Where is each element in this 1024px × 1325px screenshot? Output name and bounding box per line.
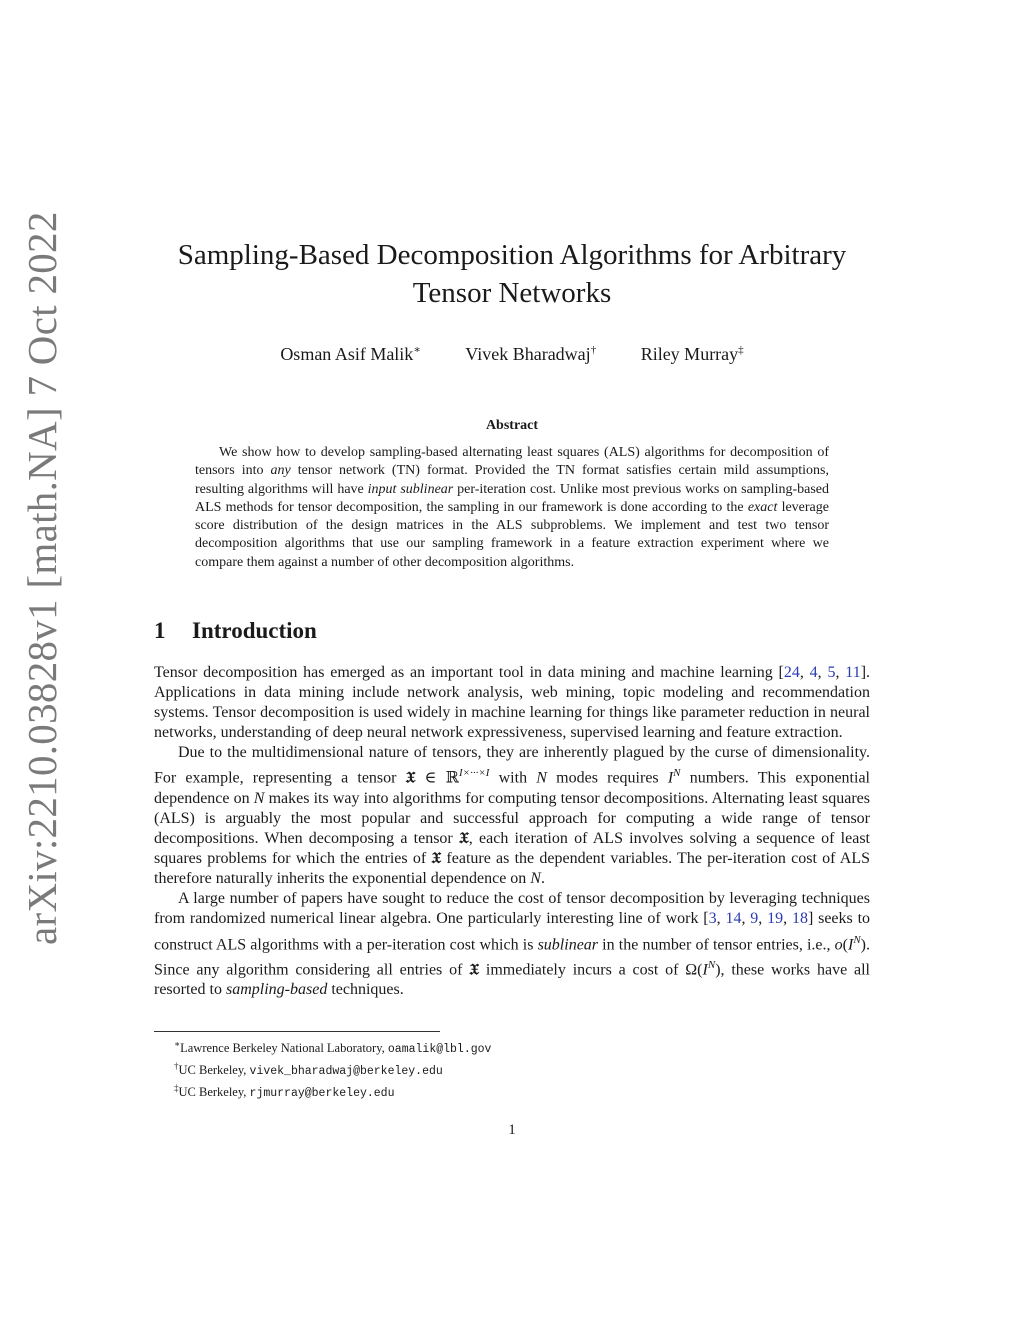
paragraph-1: Tensor decomposition has emerged as an important tool in data mining and machine learning [24, 4, 5, 11]. Applications in data mining include network analysis, web mining, topic modeling and recommendation systems. Tensor decomposition is used widely in machine learning for things like parameter reduction in neural networks, understanding of deep neural network expressiveness, supervised learning and feature extraction. — [154, 664, 871, 742]
author-1: Osman Asif Malik∗ — [280, 344, 421, 364]
affiliation-mark: ∗ — [413, 344, 421, 356]
citation-link[interactable]: 4 — [809, 664, 818, 681]
citation-link[interactable]: 5 — [827, 664, 836, 681]
footnote-2: †UC Berkeley, vivek_bharadwaj@berkeley.edu — [174, 1061, 443, 1078]
author-list — [150, 338, 874, 366]
footnotes — [154, 1036, 754, 1102]
email-link[interactable]: rjmurray@berkeley.edu — [249, 1087, 395, 1100]
author-2: Vivek Bharadwaj† — [465, 344, 597, 364]
page-number: 1 — [508, 1122, 516, 1138]
citation-link[interactable]: 14 — [725, 910, 742, 928]
abstract-text: We show how to develop sampling-based alternating least squares (ALS) algorithms for decomposition of tensors into any tensor network (TN) format. Provided the TN format satisfies certain mild assumptions, resulting algorithms will have input sublinear per-iteration cost. Unlike most previous works on sampling-based ALS methods for tensor decomposition, the sampling in our framework is done according to the exact leverage score distribution of the design matrices in the ALS subproblems. We implement and test two tensor decomposition algorithms that use our sampling framework in a feature extraction experiment where we compare them against a number of other decomposition algorithms. — [195, 445, 830, 570]
footnote-1: ∗Lawrence Berkeley National Laboratory, oamalik@lbl.gov — [174, 1039, 492, 1056]
citation-link[interactable]: 3 — [708, 910, 717, 928]
abstract-heading: Abstract — [485, 418, 539, 433]
affiliation-mark: † — [590, 344, 597, 356]
paragraph-3: A large number of papers have sought to reduce the cost of tensor decomposition by leveraging techniques from randomized numerical linear algebra. One particularly interesting line of work [3, 14, 9, 19, 18] seeks to construct ALS algorithms with a per-iteration cost which is sublinear in the number of tensor entries, i.e., $o(I^N)$. Since any algorithm considering all entries of 𝔛 immediately incurs a cost of $\Omega(I^N)$, these works have all resorted to sampling-based techniques. — [154, 890, 871, 999]
email-link[interactable]: oamalik@lbl.gov — [387, 1043, 492, 1056]
citation-link[interactable]: 24 — [783, 664, 800, 681]
title-line-2: Tensor Networks — [412, 277, 612, 309]
paper-title — [150, 236, 874, 312]
paragraph-2: Due to the multidimensional nature of tensors, they are inherently plagued by the curse of dimensionality. For example, representing a tensor 𝔛 ∈ ℝ$^{I\times\cdot\cdot\cdot\times I}$ with N modes requires $I^N$ numbers. This exponential dependence on N makes its way into algorithms for computing tensor decompositions. Alternating least squares (ALS) is arguably the most popular and successful approach for computing a wide range of tensor decompositions. When decomposing a tensor 𝔛, each iteration of ALS involves solving a sequence of least squares problems for which the entries of 𝔛 feature as the dependent variables. The per-iteration cost of ALS therefore naturally inherits the exponential dependence on N. — [154, 744, 871, 888]
citation-link[interactable]: 11 — [845, 664, 861, 681]
footnote-rule — [154, 1031, 440, 1032]
footnote-3: ‡UC Berkeley, rjmurray@berkeley.edu — [174, 1083, 395, 1100]
section-heading-introduction: 1 Introduction — [154, 618, 317, 643]
citation-link[interactable]: 19 — [767, 910, 784, 928]
author-3: Riley Murray‡ — [640, 344, 744, 364]
arxiv-stamp: arXiv:2210.03828v1 [math.NA] 7 Oct 2022 — [19, 211, 65, 945]
citation-link[interactable]: 9 — [750, 910, 759, 928]
affiliation-mark: ‡ — [738, 344, 744, 356]
introduction-body — [154, 663, 870, 1000]
title-line-1: Sampling-Based Decomposition Algorithms for Arbitrary — [177, 239, 847, 271]
email-link[interactable]: vivek_bharadwaj@berkeley.edu — [249, 1065, 443, 1078]
citation-link[interactable]: 18 — [791, 910, 808, 928]
